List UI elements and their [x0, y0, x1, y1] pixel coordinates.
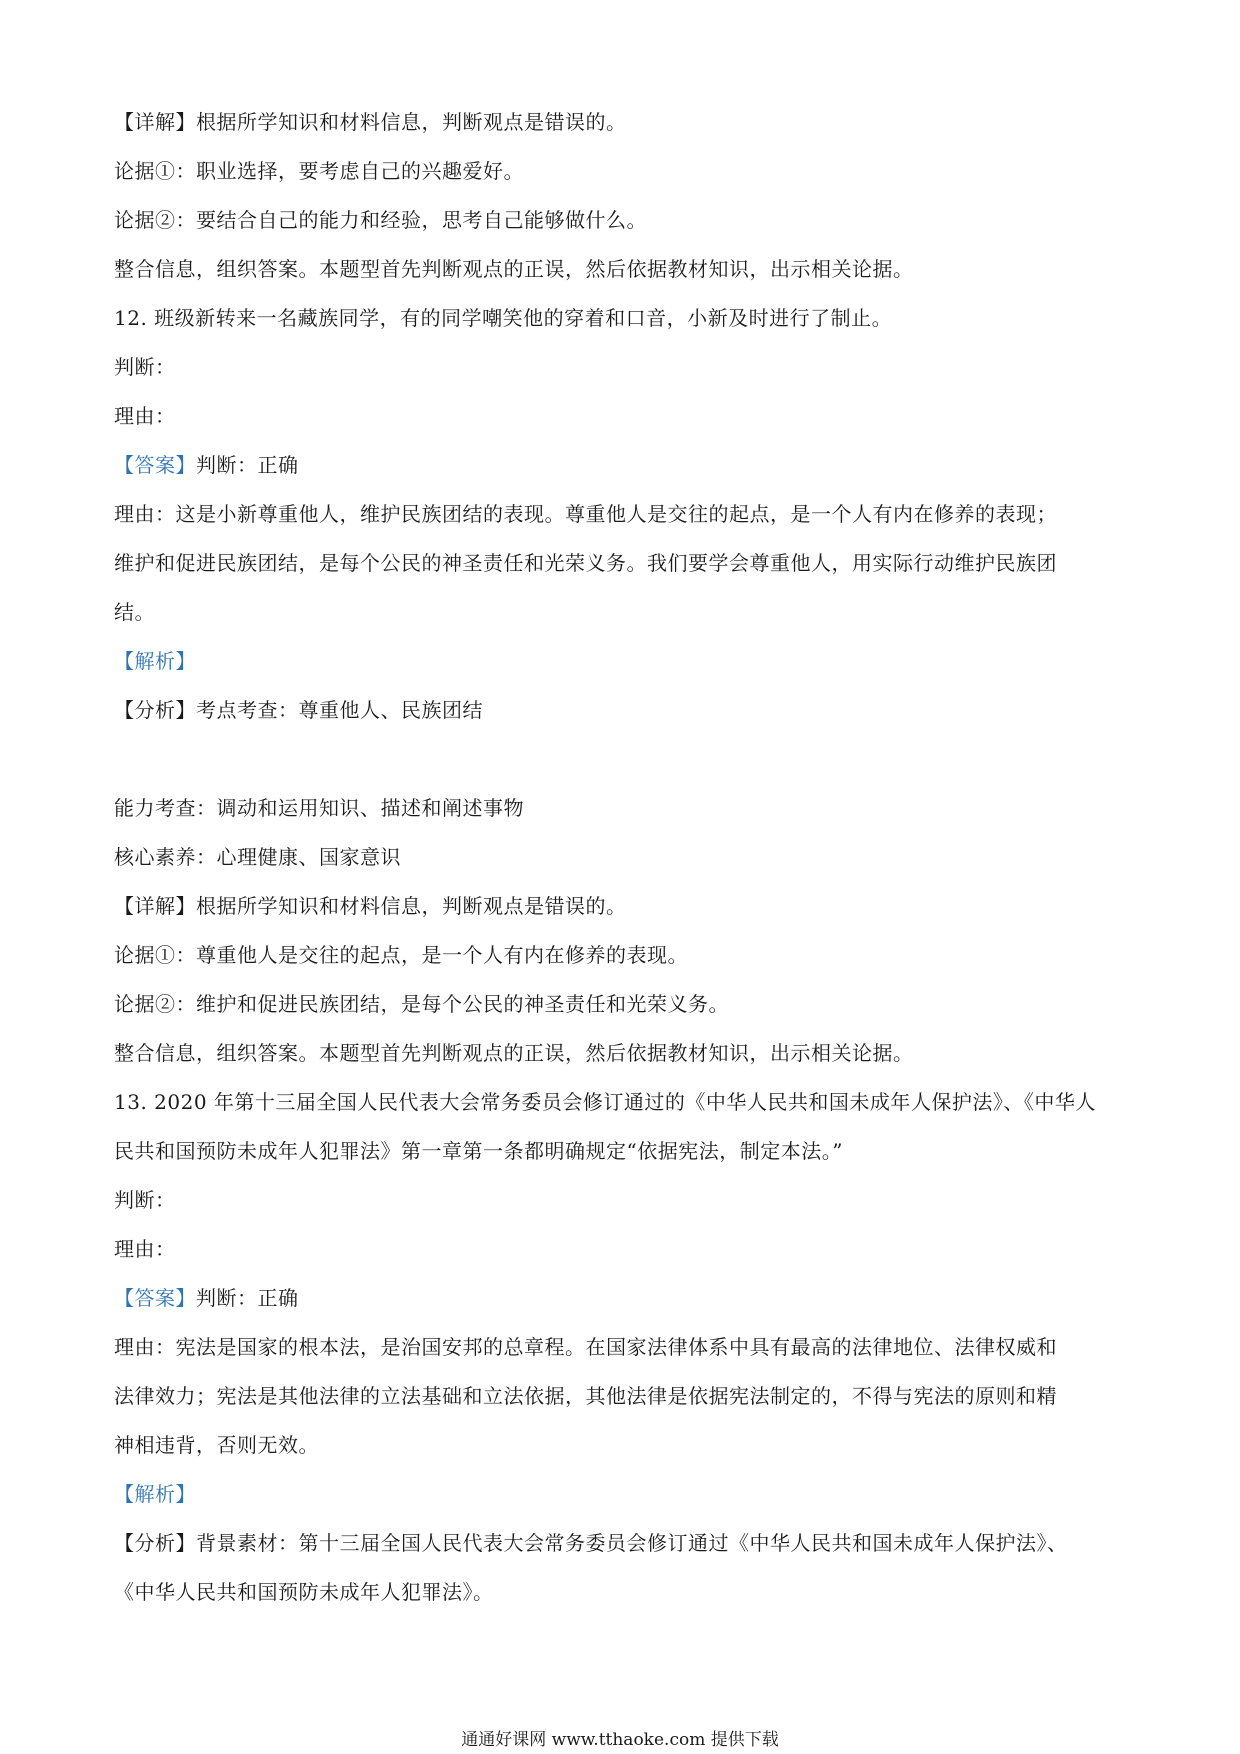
page-footer: 通通好课网 www.tthaoke.com 提供下载: [461, 1730, 779, 1750]
document-body: [114, 98, 1144, 1617]
q13-stem-line: 13. 2020 年第十三届全国人民代表大会常务委员会修订通过的《中华人民共和国未成年人保护法》、《中华人: [114, 1090, 1096, 1114]
q13-reason-line: 神相违背，否则无效。: [114, 1433, 319, 1457]
prev-argument-2: 论据②：要结合自己的能力和经验，思考自己能够做什么。: [114, 208, 647, 232]
answer-judge: 判断：正确: [196, 453, 299, 477]
q12-judge-label: 判断：: [114, 355, 176, 379]
q12-analysis-tag: 【解析】: [114, 649, 196, 673]
q12-analysis: 【分析】考点考查：尊重他人、民族团结: [114, 698, 483, 722]
q12-literacy: 核心素养：心理健康、国家意识: [114, 845, 401, 869]
q12-reason-line: 结。: [114, 600, 155, 624]
q12-ability: 能力考查：调动和运用知识、描述和阐述事物: [114, 796, 524, 820]
prev-summary: 整合信息，组织答案。本题型首先判断观点的正误，然后依据教材知识，出示相关论据。: [114, 257, 914, 281]
q12-detail: 【详解】根据所学知识和材料信息，判断观点是错误的。: [114, 894, 627, 918]
q12-reason-line: 维护和促进民族团结，是每个公民的神圣责任和光荣义务。我们要学会尊重他人，用实际行动维护民族团: [114, 551, 1057, 575]
q13-analysis-line: 《中华人民共和国预防未成年人犯罪法》。: [114, 1580, 494, 1604]
q12-reason-line: 理由：这是小新尊重他人，维护民族团结的表现。尊重他人是交往的起点，是一个人有内在修养的表现；: [114, 502, 1057, 526]
q13-analysis-line: 【分析】背景素材：第十三届全国人民代表大会常务委员会修订通过《中华人民共和国未成年人保护法》、: [114, 1531, 1068, 1555]
q13-stem-line: 民共和国预防未成年人犯罪法》第一章第一条都明确规定“依据宪法，制定本法。”: [114, 1139, 843, 1163]
spacer: [114, 735, 1144, 784]
answer-tag: 【答案】: [114, 453, 196, 477]
q12-argument-2: 论据②：维护和促进民族团结，是每个公民的神圣责任和光荣义务。: [114, 992, 729, 1016]
prev-detail: 【详解】根据所学知识和材料信息，判断观点是错误的。: [114, 110, 627, 134]
answer-tag: 【答案】: [114, 1286, 196, 1310]
q12-reason-label: 理由：: [114, 404, 176, 428]
answer-judge: 判断：正确: [196, 1286, 299, 1310]
q12-answer: [114, 441, 1144, 490]
q12-summary: 整合信息，组织答案。本题型首先判断观点的正误，然后依据教材知识，出示相关论据。: [114, 1041, 914, 1065]
q13-reason-line: 法律效力；宪法是其他法律的立法基础和立法依据，其他法律是依据宪法制定的，不得与宪法的原则和精: [114, 1384, 1057, 1408]
prev-argument-1: 论据①：职业选择，要考虑自己的兴趣爱好。: [114, 159, 524, 183]
q13-judge-label: 判断：: [114, 1188, 176, 1212]
q12-argument-1: 论据①：尊重他人是交往的起点，是一个人有内在修养的表现。: [114, 943, 688, 967]
q12-stem: 12. 班级新转来一名藏族同学，有的同学嘲笑他的穿着和口音，小新及时进行了制止。: [114, 306, 893, 330]
q13-analysis-tag: 【解析】: [114, 1482, 196, 1506]
q13-answer: [114, 1274, 1144, 1323]
q13-reason-line: 理由：宪法是国家的根本法，是治国安邦的总章程。在国家法律体系中具有最高的法律地位、法律权威和: [114, 1335, 1057, 1359]
q13-reason-label: 理由：: [114, 1237, 176, 1261]
